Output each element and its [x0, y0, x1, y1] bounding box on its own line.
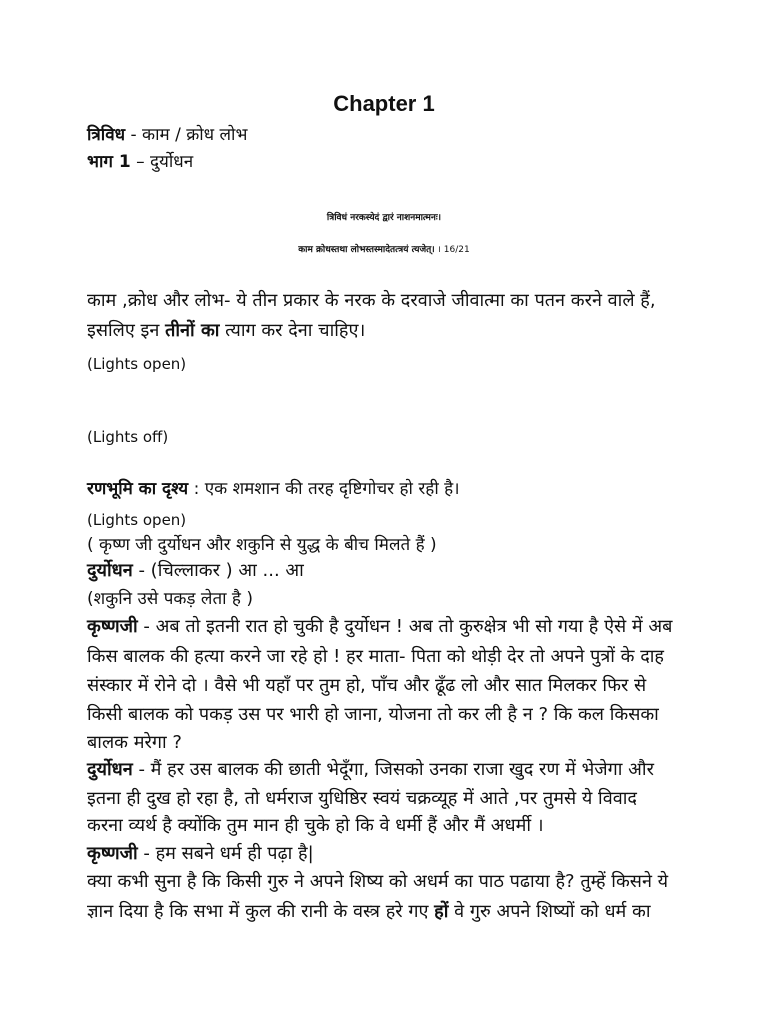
meaning-emphasis: तीनों का — [165, 320, 220, 341]
speaker-name: कृष्णजी — [87, 616, 138, 637]
dialogue-krishna-2-line-3 — [87, 900, 651, 924]
dialogue-emphasis: हों — [434, 901, 449, 922]
verse-line-1: त्रिविधं नरकस्येदं द्वारं नाशनमात्मनः। — [326, 213, 442, 223]
speaker-name: दुर्योधन — [87, 759, 133, 780]
dialogue-krishna-1-line-3: संस्कार में रोने दो । वैसे भी यहाँ पर तुम हो, पाँच और ढूँढ लो और सात मिलकर फिर से — [87, 675, 647, 696]
dialogue-krishna-1-line-2: किस बालक की हत्या करने जा रहे हो ! हर माता- पिता को थोड़ी देर तो अपने पुत्रों के दाह — [87, 646, 664, 667]
scene-text: : एक शमशान की तरह दृष्टिगोचर हो रही है। — [188, 479, 460, 499]
dialogue-duryodhan-2-line-2: इतना ही दुख हो रहा है, तो धर्मराज युधिष्ठिर स्वयं चक्रव्यूह में आते ,पर तुमसे ये विवाद — [87, 788, 637, 809]
dialogue-text: - अब तो इतनी रात हो चुकी है दुर्योधन ! अब तो कुरुक्षेत्र भी सो गया है ऐसे में अब — [137, 616, 673, 637]
dialogue-krishna-1-line-1 — [87, 615, 672, 639]
dialogue-text: ज्ञान दिया है कि सभा में कुल की रानी के वस्त्र हरे गए — [87, 901, 435, 922]
stage-lights-open-2: (Lights open) — [87, 511, 187, 529]
dialogue-text: - मैं हर उस बालक की छाती भेदूँगा, जिसको उनका राजा खुद रण में भेजेगा और — [132, 759, 654, 780]
speaker-name: कृष्णजी — [87, 843, 138, 864]
verse-line-2 — [0, 238, 768, 262]
speaker-name: दुर्योधन — [87, 560, 133, 581]
meaning-part-a: इसलिए इन — [87, 320, 166, 341]
header-topic-list: - काम / क्रोध लोभ — [125, 125, 248, 145]
meaning-line-1: काम ,क्रोध और लोभ- ये तीन प्रकार के नरक के दरवाजे जीवात्मा का पतन करने वाले हैं, — [87, 290, 656, 311]
stage-lights-open-1: (Lights open) — [87, 355, 187, 373]
dialogue-duryodhan-1 — [87, 559, 304, 583]
chapter-title: Chapter 1 — [333, 91, 435, 116]
dialogue-duryodhan-2-line-3: करना व्यर्थ है क्योंकि तुम मान ही चुके हो कि वे धर्मी हैं और मैं अधर्मी । — [87, 815, 544, 836]
meaning-line-2 — [87, 319, 365, 343]
dialogue-duryodhan-2-line-1 — [87, 758, 654, 782]
stage-direction-1: ( कृष्ण जी दुर्योधन और शकुनि से युद्ध के बीच मिलते हैं ) — [87, 535, 437, 555]
header-topic: त्रिविध — [87, 125, 126, 145]
dialogue-krishna-1-line-5: बालक मरेगा ? — [87, 732, 182, 753]
stage-lights-off: (Lights off) — [87, 428, 169, 446]
header-part: भाग 1 — [87, 152, 131, 172]
dialogue-krishna-2-line-2: क्या कभी सुना है कि किसी गुरु ने अपने शिष्य को अधर्म का पाठ पढाया है? तुम्हें किसने ये — [87, 871, 669, 892]
scene-label: रणभूमि का दृश्य — [87, 479, 189, 499]
header-line-2 — [87, 150, 193, 174]
dialogue-krishna-1-line-4: किसी बालक को पकड़ उस पर भारी हो जाना, योजना तो कर ली है न ? कि कल किसका — [87, 704, 659, 725]
meaning-part-c: त्याग कर देना चाहिए। — [219, 320, 366, 341]
header-part-name: – दुर्योधन — [130, 152, 194, 172]
stage-direction-2: (शकुनि उसे पकड़ लेता है ) — [87, 589, 253, 609]
verse-text: काम क्रोधस्तथा लोभस्तस्मादेतत्त्रयं त्यजेत्। — [298, 245, 435, 255]
header-line-1 — [87, 123, 247, 147]
dialogue-text: - (चिल्लाकर ) आ ... आ — [132, 560, 304, 581]
verse-reference: । 16/21 — [434, 245, 470, 255]
dialogue-krishna-2-line-1 — [87, 842, 314, 866]
dialogue-text: वे गुरु अपने शिष्यों को धर्म का — [448, 901, 651, 922]
dialogue-text: - हम सबने धर्म ही पढ़ा है| — [137, 843, 314, 864]
scene-line — [87, 477, 460, 501]
